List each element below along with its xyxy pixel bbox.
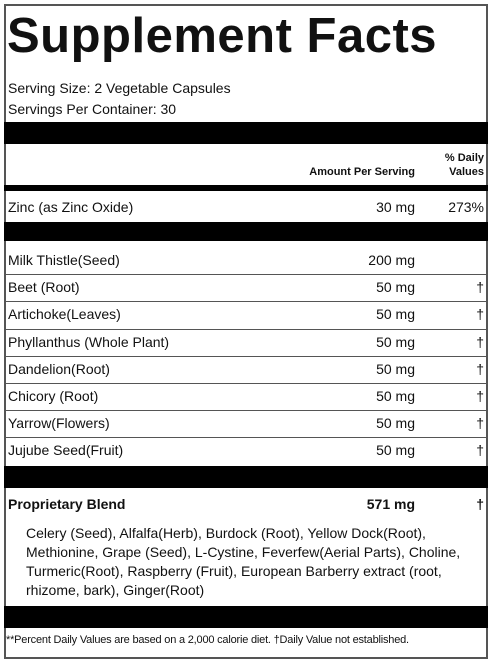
row-divider [4,437,488,438]
herb-row-amount: 50 mg [376,306,415,322]
daily-values-header-line2: Values [449,166,484,178]
proprietary-blend-dv: † [476,496,484,512]
thick-divider [4,466,488,488]
herb-row-dv: † [476,306,484,322]
herb-row-amount: 50 mg [376,279,415,295]
medium-divider [4,185,488,191]
herb-row-name: Milk Thistle(Seed) [8,252,120,268]
herb-row-dv: † [476,279,484,295]
proprietary-blend-name: Proprietary Blend [8,496,126,512]
daily-values-header [445,151,484,179]
herb-row-name: Dandelion(Root) [8,361,110,377]
herb-row-name: Jujube Seed(Fruit) [8,442,124,458]
herb-row-amount: 50 mg [376,442,415,458]
herb-row-amount: 50 mg [376,415,415,431]
serving-size: Serving Size: 2 Vegetable Capsules [8,80,231,96]
herb-row-name: Chicory (Root) [8,388,99,404]
herb-row-amount: 50 mg [376,388,415,404]
herb-row-name: Yarrow(Flowers) [8,415,110,431]
herb-row-amount: 50 mg [376,334,415,350]
herb-row-amount: 50 mg [376,361,415,377]
vitamin-row-name: Zinc (as Zinc Oxide) [8,199,134,215]
panel-title: Supplement Facts [7,9,438,63]
daily-values-header-line1: % Daily [444,152,484,164]
thick-divider [4,222,488,241]
amount-per-serving-header: Amount Per Serving [309,166,415,178]
herb-row-name: Phyllanthus (Whole Plant) [8,334,170,350]
vitamin-row-amount: 30 mg [376,199,415,215]
herb-row-name: Beet (Root) [8,279,80,295]
footnote: **Percent Daily Values are based on a 2,000 calorie diet. †Daily Value not established. [6,634,409,646]
herb-row-dv: † [476,361,484,377]
thick-divider [4,606,488,628]
row-divider [4,356,488,357]
row-divider [4,410,488,411]
proprietary-blend-ingredients: Celery (Seed), Alfalfa(Herb), Burdock (Root), Yellow Dock(Root), Methionine, Grape (Seed), L-Cystine, Feverfew(Aerial Parts), Choline, Turmeric(Root), Raspberry (Fruit), European Barberry extract (root, rhizome, bark), Ginger(Root) [26,525,461,598]
herb-row-dv: † [476,334,484,350]
row-divider [4,383,488,384]
row-divider [4,301,488,302]
vitamin-row-dv: 273% [448,199,484,215]
herb-row-dv: † [476,388,484,404]
row-divider [4,274,488,275]
thick-divider [4,122,488,144]
row-divider [4,329,488,330]
herb-row-dv: † [476,415,484,431]
proprietary-blend-amount: 571 mg [366,496,415,512]
servings-per-container: Servings Per Container: 30 [8,101,177,117]
herb-row-name: Artichoke(Leaves) [8,306,121,322]
herb-row-dv: † [476,442,484,458]
herb-row-amount: 200 mg [368,252,415,268]
